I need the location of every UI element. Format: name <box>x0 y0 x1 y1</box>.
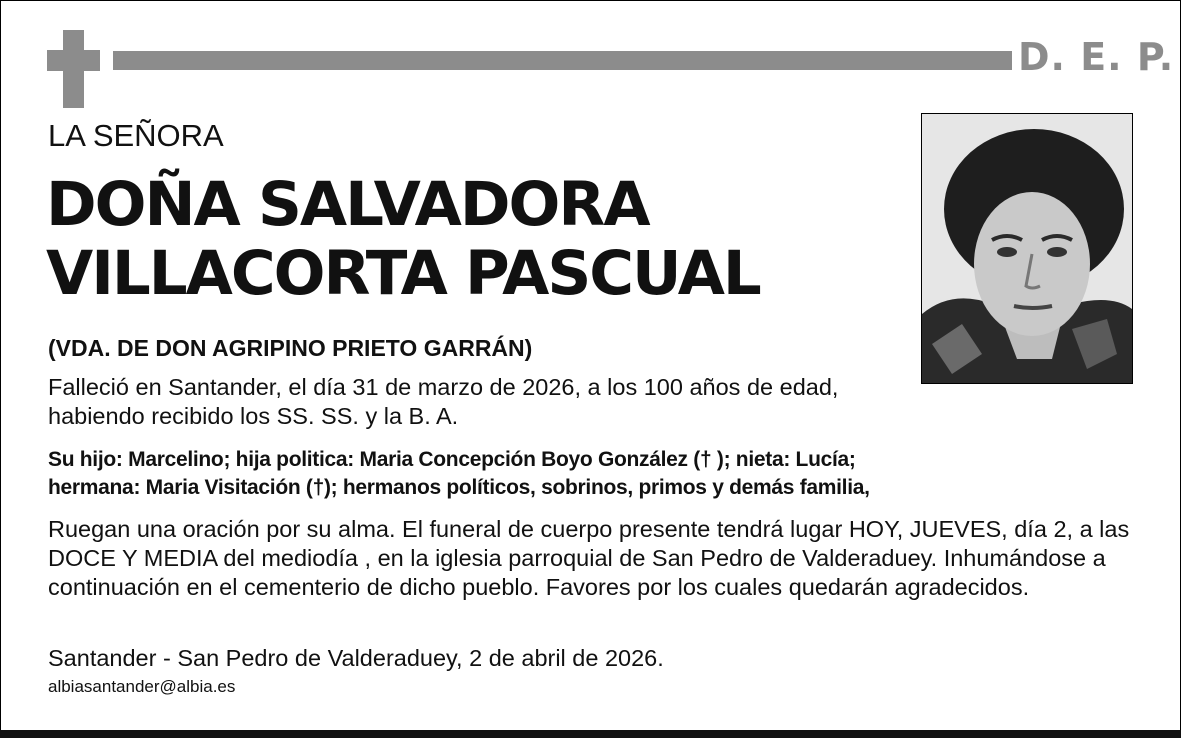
portrait-photo <box>921 113 1133 384</box>
funeral-paragraph: Ruegan una oración por su alma. El funeral de cuerpo presente tendrá lugar HOY, JUEVES, día 2, a las DOCE Y MEDIA del mediodía , en la iglesia parroquial de San Pedro de Valderaduey. Inhumándose a continuación en el cementerio de dicho pueblo. Favores por los cuales quedarán agradecidos. <box>48 516 1130 600</box>
contact-email[interactable]: albiasantander@albia.es <box>48 677 236 696</box>
widow-of: (VDA. DE DON AGRIPINO PRIETO GARRÁN) <box>48 335 533 361</box>
deceased-name <box>46 170 760 308</box>
name-line-1: DOÑA SALVADORA <box>46 169 649 240</box>
family-line-1: Su hijo: Marcelino; hija politica: Maria Concepción Boyo González († ); nieta: Lucía; <box>48 448 856 471</box>
place-date: Santander - San Pedro de Valderaduey, 2 de abril de 2026. <box>48 645 664 671</box>
header-rule <box>113 51 1012 70</box>
bottom-border <box>0 730 1181 738</box>
death-paragraph: Falleció en Santander, el día 31 de marzo de 2026, a los 100 años de edad, habiendo recibido los SS. SS. y la B. A. <box>48 374 839 429</box>
title-prefix: LA SEÑORA <box>48 118 224 153</box>
name-line-2: VILLACORTA PASCUAL <box>46 238 760 309</box>
dep-label: D. E. P. <box>1018 35 1175 79</box>
family-line-2: hermana: Maria Visitación (†); hermanos políticos, sobrinos, primos y demás familia, <box>48 476 870 499</box>
family-paragraph <box>48 446 1128 502</box>
